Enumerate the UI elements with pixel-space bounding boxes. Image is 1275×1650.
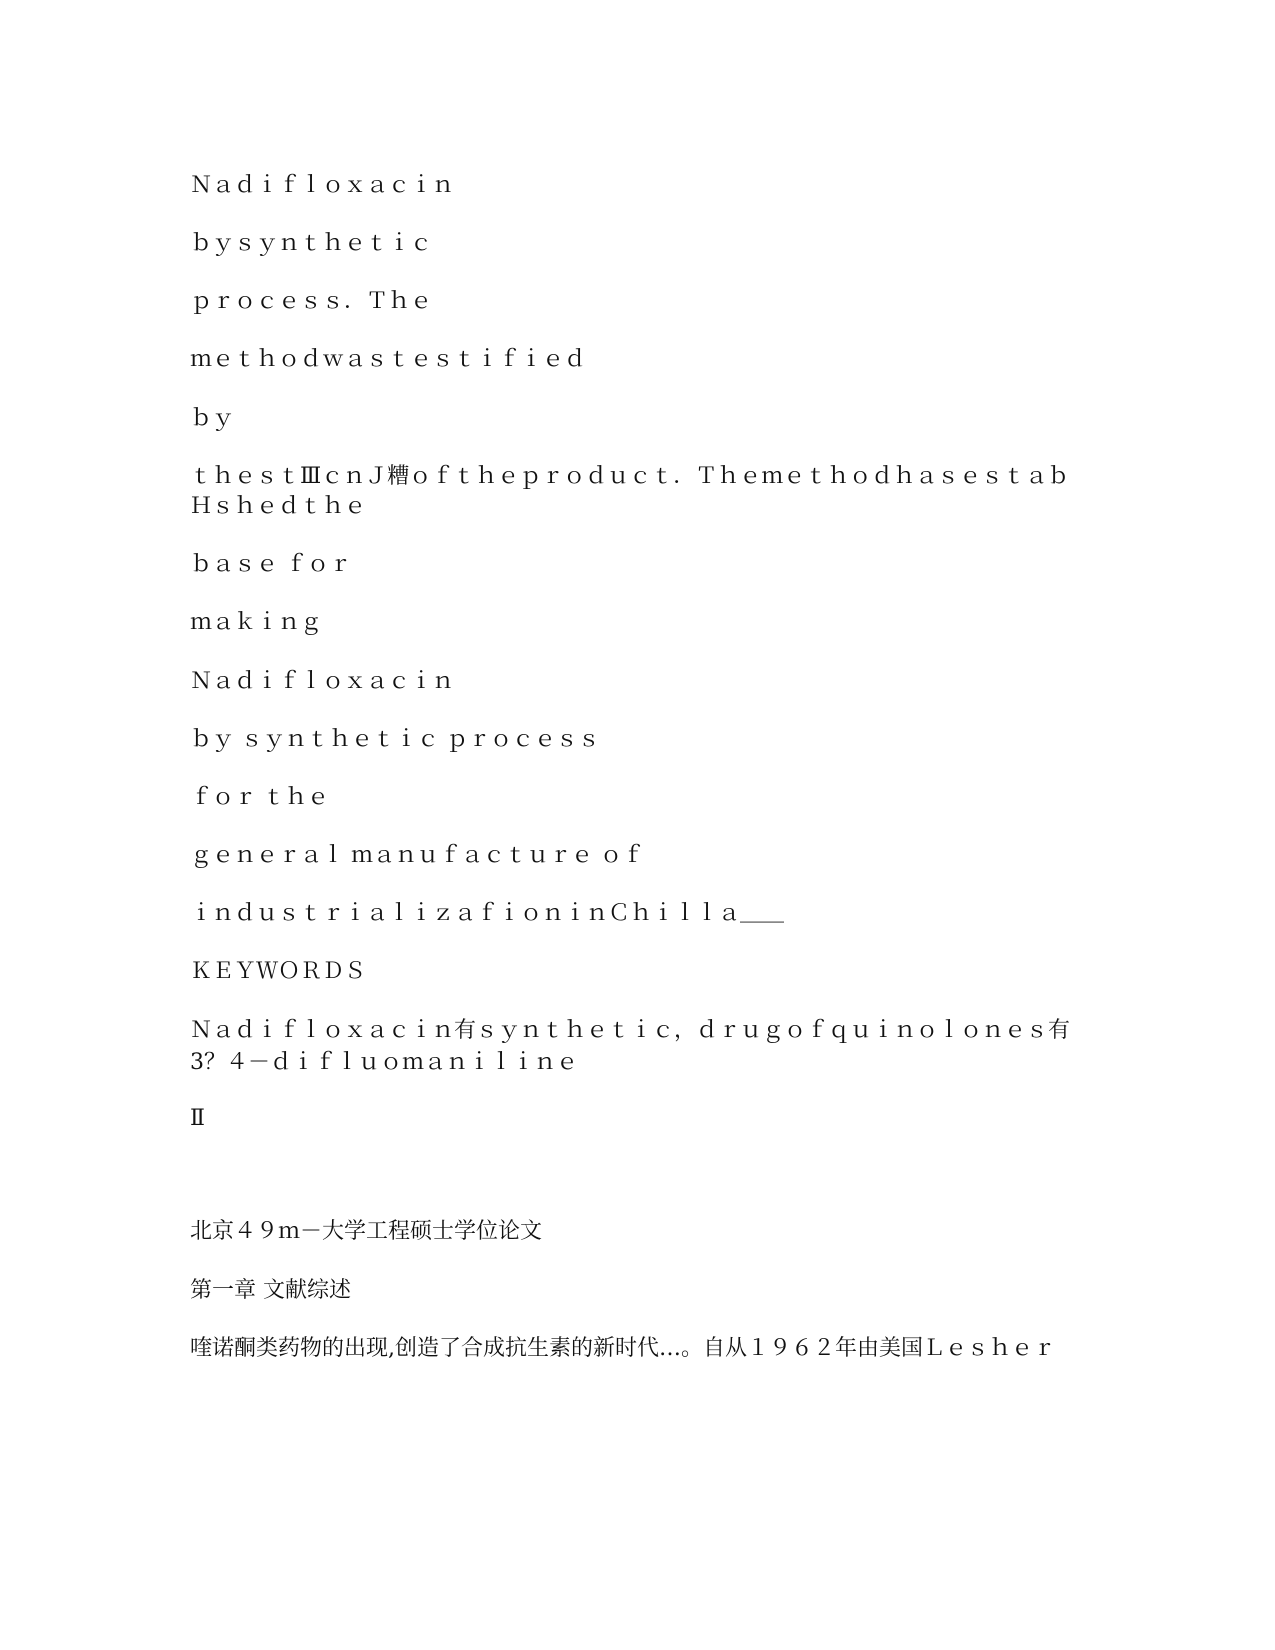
text-line: ｉｎｄｕｓｔｒｉａｌｉｚａｆｉｏｎｉｎＣｈｉｌｌａ＿＿ xyxy=(190,901,785,926)
text-line: ｐｒｏｃｅｓｓ．Ｔｈｅ xyxy=(190,289,433,314)
text-line: Ｈｓｈｅｄｔｈｅ xyxy=(190,494,367,519)
text-line: ｔｈｅｓｔⅢｃｎＪ糟ｏｆｔｈｅｐｒｏｄｕｃｔ．Ｔｈｅｍｅｔｈｏｄｈａｓｅｓｔａｂ xyxy=(190,464,1070,489)
thesis-header: 北京４９ｍ－大学工程硕士学位论文 xyxy=(190,1219,543,1244)
body-paragraph: 喹诺酮类药物的出现,创造了合成抗生素的新时代…。自从１９６２年由美国Ｌｅｓｈｅｒ xyxy=(190,1336,1055,1361)
text-line: ｂｙ ｓｙｎｔｈｅｔｉｃ ｐｒｏｃｅｓｓ xyxy=(190,727,600,752)
text-line: ｍａｋｉｎｇ xyxy=(190,610,323,635)
text-line: ｆｏｒ ｔｈｅ xyxy=(190,785,329,810)
text-line: ｂａｓｅ ｆｏｒ xyxy=(190,552,351,577)
text-line: ｂｙ xyxy=(190,406,235,431)
text-line: ｂｙｓｙｎｔｈｅｔｉｃ xyxy=(190,231,433,256)
text-line: ｍｅｔｈｏｄｗａｓｔｅｓｔｉｆｉｅｄ xyxy=(190,347,587,372)
page-number: Ⅱ xyxy=(190,1106,205,1131)
text-line: Ｎａｄｉｆｌｏｘａｃｉｎ xyxy=(190,173,455,198)
keywords-heading: ＫＥＹＷＯＲＤＳ xyxy=(190,959,367,984)
keywords-text: Ｎａｄｉｆｌｏｘａｃｉｎ有ｓｙｎｔｈｅｔｉｃ，ｄｒｕｇｏｆｑｕｉｎｏｌｏｎｅｓ有3？４－ｄｉｆｌｕｏｍａｎｉｌｉｎｅ xyxy=(190,1018,1071,1075)
text-line: Ｎａｄｉｆｌｏｘａｃｉｎ xyxy=(190,669,455,694)
text-line: ｇｅｎｅｒａｌ ｍａｎｕｆａｃｔｕｒｅ ｏｆ xyxy=(190,843,644,868)
chapter-title: 第一章 文献综述 xyxy=(190,1278,351,1303)
